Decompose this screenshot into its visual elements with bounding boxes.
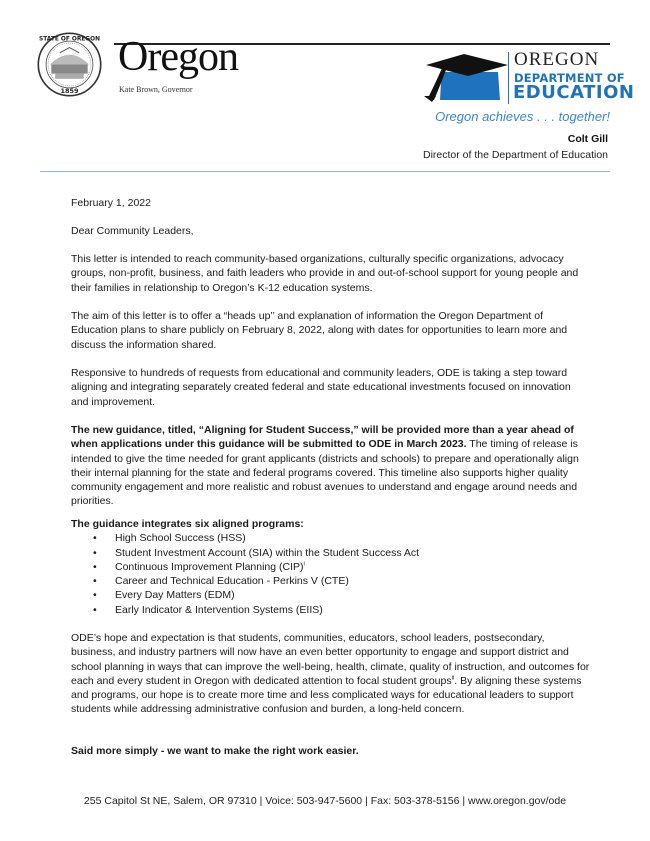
ode-logo-divider xyxy=(508,52,509,104)
director-name: Colt Gill xyxy=(567,133,608,145)
letter-salutation: Dear Community Leaders, xyxy=(71,225,194,237)
program-item: • Career and Technical Education - Perkins V (CTE) xyxy=(71,574,591,588)
guidance-detail: The timing of release is intended to give the time needed for grant applicants (districts and schools) to prepare and operationally align their internal planning for the state and federal programs covered. This timeline also supports higher quality community engagement and more realistic and robust avenues to understand and engage around needs and priorities. xyxy=(71,438,579,508)
program-item: • Continuous Improvement Planning (CIP)$^i$ xyxy=(71,560,591,574)
guidance-highlight: The new guidance, titled, “Aligning for Student Success,” will be provided more than a year ahead of when applications under this guidance will be submitted to ODE in March 2023. xyxy=(71,424,574,451)
director-title: Director of the Department of Education xyxy=(422,149,608,161)
program-item: • High School Success (HSS) xyxy=(71,531,591,545)
paragraph-responsive xyxy=(71,366,591,409)
svg-text:1859: 1859 xyxy=(60,87,79,96)
header-divider xyxy=(40,171,610,172)
paragraph-aim xyxy=(71,309,591,352)
oregon-state-seal-icon xyxy=(37,32,102,97)
programs-list xyxy=(71,531,591,617)
ode-logo-department: DEPARTMENT OF xyxy=(514,71,625,85)
ode-logo-oregon: OREGON xyxy=(514,49,600,70)
paragraph-hope: ODE’s hope and expectation is that students, communities, educators, school leaders, postsecondary, business, and industry partners will now have an even better opportunity to engage and support district and school planning in ways that can improve the well-being, health, climate, quality of instruction, and outcomes for each and every student in Oregon with dedicated attention to focal student groups$^{ii}$. By aligning these systems and programs, our hope is to create more time and less complicated ways for educational leaders to support students while addressing administrative confusion and burden, a long-held concern. xyxy=(71,632,590,716)
paragraph-text: This letter is intended to reach community-based organizations, culturally specific organizations, advocacy groups, non-profit, business, and faith leaders who provide in and out-of-school support for young people and their families in relationship to Oregon’s K-12 education systems. xyxy=(71,253,579,294)
ode-tagline: Oregon achieves . . . together! xyxy=(435,109,610,124)
letter-date: February 1, 2022 xyxy=(71,197,151,209)
paragraph-text: The aim of this letter is to offer a “heads up’’ and explanation of information the Oregon Department of Education plans to share publicly on February 8, 2022, along with dates for opportunities to learn more and discuss the information shared. xyxy=(71,310,568,351)
footnote-ref[interactable]: ii xyxy=(451,675,455,682)
state-wordmark: Oregon xyxy=(118,34,238,80)
program-item: • Every Day Matters (EDM) xyxy=(71,588,591,602)
paragraph-guidance xyxy=(71,423,591,509)
footnote-ref[interactable]: i xyxy=(303,561,305,568)
programs-heading: The guidance integrates six aligned programs: xyxy=(71,518,304,530)
program-item: • Student Investment Account (SIA) within the Student Success Act xyxy=(71,546,591,560)
graduation-cap-oregon-icon xyxy=(418,52,510,104)
paragraph-text: Responsive to hundreds of requests from educational and community leaders, ODE is taking a step toward aligning and integrating separately created federal and state educational investments focused on innovation and improvement. xyxy=(71,367,571,408)
ode-logo-education: EDUCATION xyxy=(513,82,635,103)
paragraph-intro xyxy=(71,252,591,295)
closing-statement: Said more simply - we want to make the right work easier. xyxy=(71,745,359,757)
svg-text:STATE OF OREGON: STATE OF OREGON xyxy=(39,36,100,43)
programs-section xyxy=(71,517,591,617)
program-item: • Early Indicator & Intervention Systems (EIIS) xyxy=(71,603,591,617)
governor-name: Kate Brown, Governor xyxy=(119,85,193,94)
footer-contact: 255 Capitol St NE, Salem, OR 97310 | Voice: 503-947-5600 | Fax: 503-378-5156 | www.oregon.gov/ode xyxy=(83,795,567,807)
